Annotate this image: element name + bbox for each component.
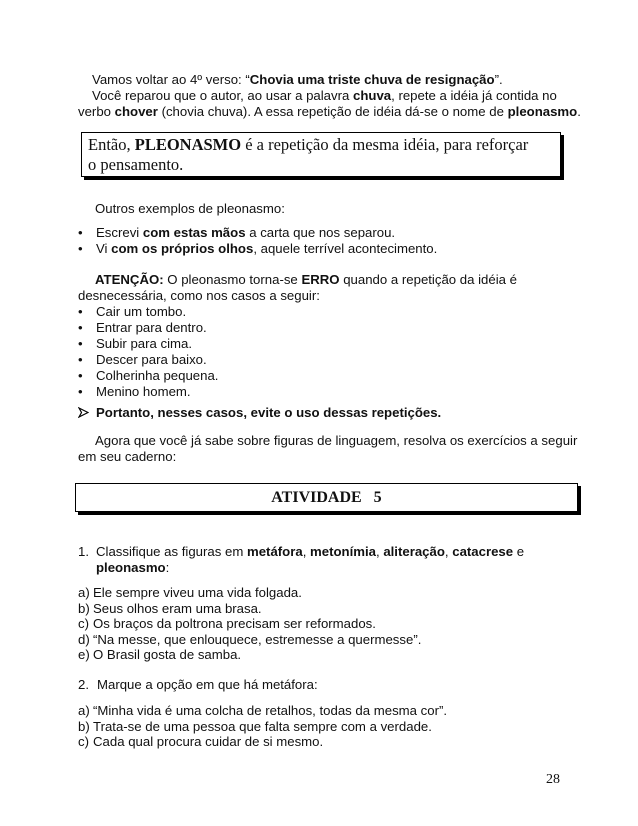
intro-line-3: verbo chover (chovia chuva). A essa repetição de idéia dá-se o nome de pleonasmo. [78,104,581,119]
attention-line-2: desnecessária, como nos casos a seguir: [78,288,320,303]
question-1-text: Classifique as figuras em metáfora, metonímia, aliteração, catacrese e [96,544,525,559]
activity-box [75,483,578,512]
page-number: 28 [546,772,560,787]
q1-option: b) Seus olhos eram uma brasa. [78,600,262,616]
attention-line-1: ATENÇÃO: O pleonasmo torna-se ERRO quando a repetição da idéia é [95,272,517,287]
attention-item: • Descer para baixo. [78,352,207,367]
conclusion: Portanto, nesses casos, evite o uso dessas repetições. [78,405,441,421]
examples-heading: Outros exemplos de pleonasmo: [95,201,285,216]
question-2-number: 2. [78,677,89,692]
attention-item: • Menino homem. [78,384,191,399]
q2-option: c) Cada qual procura cuidar de si mesmo. [78,734,324,749]
activity-title: ATIVIDADE 5 [271,489,382,506]
definition-box [81,132,561,177]
closing-line-2: em seu caderno: [78,449,177,464]
question-1-text-cont: pleonasmo: [96,560,170,575]
q1-option: c) Os braços da poltrona precisam ser reformados. [78,616,376,631]
definition-line-2: o pensamento. [88,155,184,174]
example-item: • Vi com os próprios olhos, aquele terrível acontecimento. [78,241,438,256]
definition-line-1: Então, PLEONASMO é a repetição da mesma idéia, para reforçar [88,135,529,154]
question-2-text: Marque a opção em que há metáfora: [97,677,318,692]
arrow-bullet-icon [78,405,96,421]
q2-option: a) “Minha vida é uma colcha de retalhos, todas da mesma cor”. [78,703,448,718]
intro-line-1: Vamos voltar ao 4º verso: “Chovia uma triste chuva de resignação”. [92,72,503,87]
attention-item: • Colherinha pequena. [78,368,219,383]
example-item: • Escrevi com estas mãos a carta que nos separou. [78,225,396,240]
q1-option: d) “Na messe, que enlouquece, estremesse a quermesse”. [78,631,422,647]
attention-item: • Entrar para dentro. [78,320,207,335]
q2-option: b) Trata-se de uma pessoa que falta sempre com a verdade. [78,718,432,734]
attention-item: • Subir para cima. [78,336,193,351]
closing-line-1: Agora que você já sabe sobre figuras de linguagem, resolva os exercícios a seguir [95,433,578,448]
q1-option: a) Ele sempre viveu uma vida folgada. [78,585,302,600]
q1-option: e) O Brasil gosta de samba. [78,647,242,662]
question-1-number: 1. [78,544,89,559]
attention-item: • Cair um tombo. [78,304,187,319]
intro-line-2: Você reparou que o autor, ao usar a palavra chuva, repete a idéia já contida no [92,88,557,103]
